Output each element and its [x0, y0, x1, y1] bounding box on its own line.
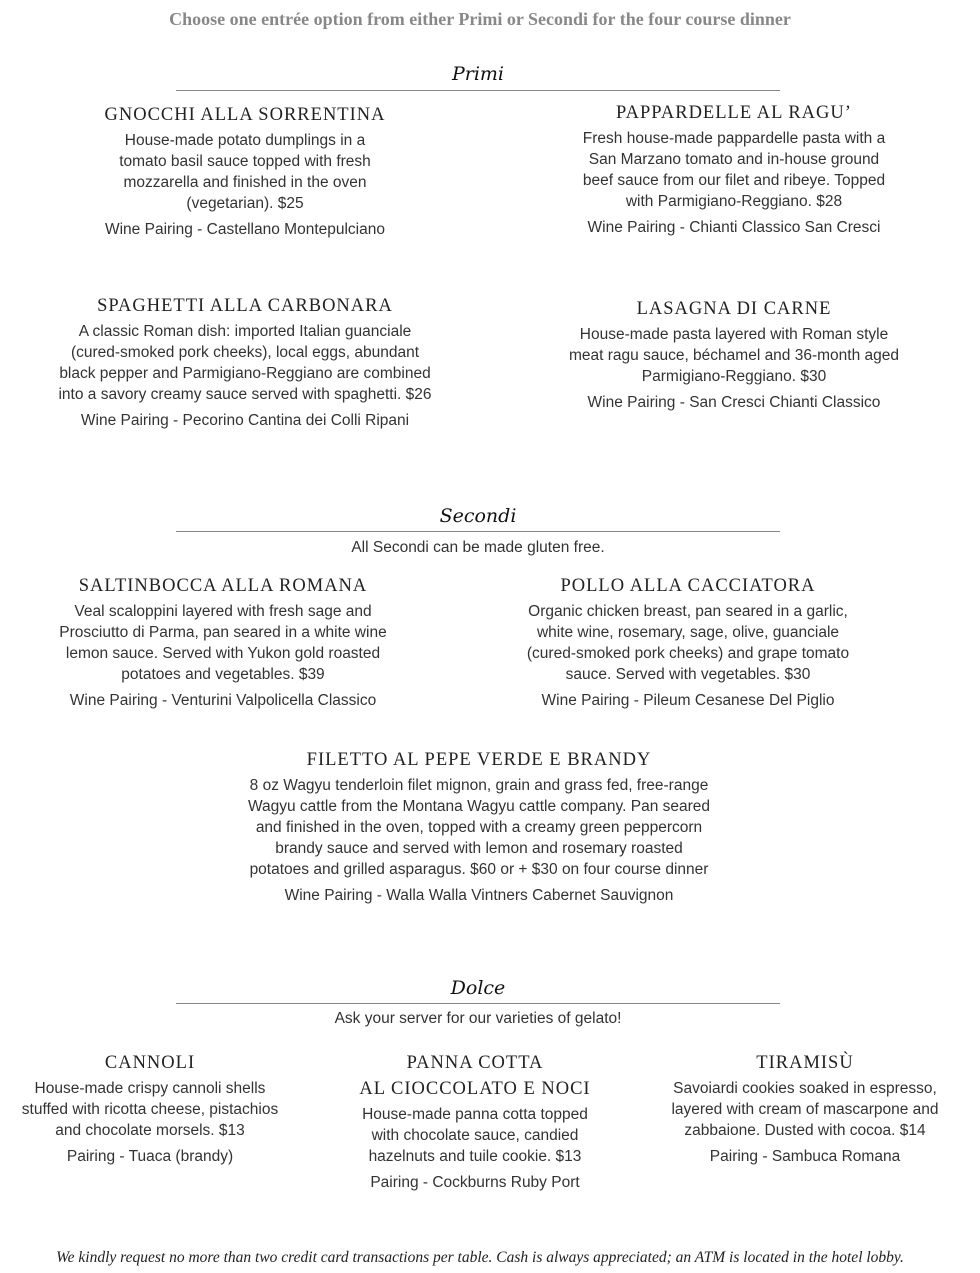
menu-item-gnocchi — [25, 104, 465, 240]
item-description-line: (cured-smoked pork cheeks), local eggs, abundant — [70, 344, 420, 361]
menu-item-cannoli — [0, 1052, 300, 1167]
section-divider — [176, 531, 780, 532]
item-description-line: Parmigiano-Reggiano. $30 — [641, 368, 827, 385]
item-pairing: Wine Pairing - Castellano Montepulciano — [104, 221, 385, 238]
item-pairing: Wine Pairing - San Cresci Chianti Classico — [587, 394, 881, 411]
menu-item-panna-cotta — [325, 1052, 625, 1193]
item-description-line: Fresh house-made pappardelle pasta with a — [582, 130, 886, 147]
item-pairing: Wine Pairing - Walla Walla Vintners Cabernet Sauvignon — [284, 887, 674, 904]
menu-item-carbonara — [25, 295, 465, 431]
item-description-line: lemon sauce. Served with Yukon gold roasted — [65, 645, 381, 662]
item-description-line: beef sauce from our filet and ribeye. Topped — [582, 172, 886, 189]
item-description-line: Organic chicken breast, pan seared in a garlic, — [528, 603, 848, 620]
item-title: POLLO ALLA CACCIATORA — [560, 576, 816, 596]
item-pairing: Pairing - Cockburns Ruby Port — [370, 1174, 580, 1191]
item-pairing: Wine Pairing - Chianti Classico San Cresci — [587, 219, 881, 236]
section-heading-secondi: Secondi — [439, 505, 517, 527]
item-description-line: meat ragu sauce, béchamel and 36-month aged — [568, 347, 900, 364]
item-title: FILETTO AL PEPE VERDE E BRANDY — [306, 750, 652, 770]
item-description-line: potatoes and grilled asparagus. $60 or + $30 on four course dinner — [249, 861, 709, 878]
item-description-line: hazelnuts and tuile cookie. $13 — [368, 1148, 582, 1165]
item-description-line: (vegetarian). $25 — [186, 195, 304, 212]
item-description-line: layered with cream of mascarpone and — [671, 1101, 939, 1118]
item-description-line: with chocolate sauce, candied — [371, 1127, 579, 1144]
section-divider — [176, 1003, 780, 1004]
item-description-line: mozzarella and finished in the oven — [123, 174, 367, 191]
item-description-line: (cured-smoked pork cheeks) and grape tomato — [526, 645, 850, 662]
item-description-line: tomato basil sauce topped with fresh — [119, 153, 371, 170]
item-description-line: brandy sauce and served with lemon and rosemary roasted — [275, 840, 683, 857]
item-title: LASAGNA DI CARNE — [636, 299, 832, 319]
footer-note: We kindly request no more than two credit card transactions per table. Cash is always appreciated; an ATM is located in the hotel lobby. — [56, 1249, 904, 1266]
dolce-note: Ask your server for our varieties of gelato! — [334, 1010, 622, 1027]
menu-item-filetto — [229, 749, 729, 906]
item-description-line: Wagyu cattle from the Montana Wagyu cattle company. Pan seared — [247, 798, 711, 815]
item-description-line: potatoes and vegetables. $39 — [121, 666, 325, 683]
item-description-line: Savoiardi cookies soaked in espresso, — [673, 1080, 937, 1097]
item-pairing: Wine Pairing - Pileum Cesanese Del Piglio — [541, 692, 835, 709]
item-description-line: and finished in the oven, topped with a creamy green peppercorn — [255, 819, 703, 836]
section-divider — [176, 90, 780, 91]
section-heading-dolce: Dolce — [450, 977, 506, 999]
section-heading-primi: Primi — [451, 63, 505, 85]
item-description-line: House-made panna cotta topped — [362, 1106, 588, 1123]
item-title: PAPPARDELLE AL RAGU’ — [616, 103, 852, 123]
item-description-line: House-made potato dumplings in a — [124, 132, 366, 149]
item-description-line: into a savory creamy sauce served with spaghetti. $26 — [58, 386, 432, 403]
intro-text: Choose one entrée option from either Primi or Secondi for the four course dinner — [169, 9, 791, 29]
item-description-line: zabbaione. Dusted with cocoa. $14 — [684, 1122, 926, 1139]
secondi-note: All Secondi can be made gluten free. — [351, 539, 605, 556]
item-description-line: House-made pasta layered with Roman style — [579, 326, 889, 343]
item-description-line: white wine, rosemary, sage, olive, guanciale — [536, 624, 840, 641]
item-description-line: Prosciutto di Parma, pan seared in a white wine — [59, 624, 387, 641]
item-description-line: 8 oz Wagyu tenderloin filet mignon, grain and grass fed, free-range — [249, 777, 709, 794]
item-pairing: Wine Pairing - Pecorino Cantina dei Colli Ripani — [80, 412, 410, 429]
item-title: SPAGHETTI ALLA CARBONARA — [97, 296, 393, 316]
item-description-line: stuffed with ricotta cheese, pistachios — [21, 1101, 279, 1118]
item-pairing: Pairing - Tuaca (brandy) — [66, 1148, 234, 1165]
item-title: PANNA COTTA — [406, 1053, 544, 1073]
item-description-line: San Marzano tomato and in-house ground — [588, 151, 880, 168]
item-description-line: with Parmigiano-Reggiano. $28 — [625, 193, 843, 210]
item-description-line: Veal scaloppini layered with fresh sage and — [74, 603, 372, 620]
menu-item-saltinbocca — [3, 575, 443, 711]
item-title: SALTINBOCCA ALLA ROMANA — [78, 576, 368, 596]
item-description-line: A classic Roman dish: imported Italian guanciale — [78, 323, 412, 340]
menu-item-pappardelle — [514, 102, 954, 238]
item-description-line: and chocolate morsels. $13 — [55, 1122, 245, 1139]
menu-item-pollo — [468, 575, 908, 711]
menu-item-lasagna — [514, 298, 954, 413]
item-description-line: black pepper and Parmigiano-Reggiano are combined — [59, 365, 431, 382]
item-title: GNOCCHI ALLA SORRENTINA — [104, 105, 386, 125]
item-title: CANNOLI — [104, 1053, 196, 1073]
item-pairing: Wine Pairing - Venturini Valpolicella Classico — [69, 692, 377, 709]
item-description-line: House-made crispy cannoli shells — [34, 1080, 266, 1097]
item-title: TIRAMISÙ — [756, 1053, 854, 1073]
item-description-line: sauce. Served with vegetables. $30 — [565, 666, 811, 683]
menu-item-tiramisu — [655, 1052, 955, 1167]
item-pairing: Pairing - Sambuca Romana — [709, 1148, 901, 1165]
item-title: AL CIOCCOLATO E NOCI — [359, 1079, 591, 1099]
